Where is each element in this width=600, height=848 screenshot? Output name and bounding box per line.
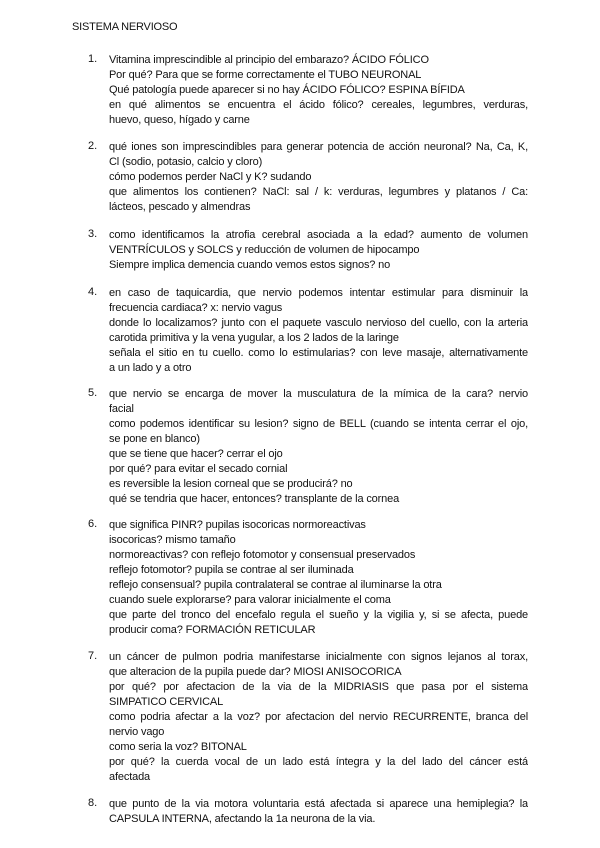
text-line: Vitamina imprescindible al principio del embarazo? ÁCIDO FÓLICO: [109, 54, 429, 66]
text-line: señala el sitio en tu cuello. como lo estimularias? con leve masaje, alternativamente: [109, 347, 528, 359]
text-line: que parte del tronco del encefalo regula el sueño y la vigilia y, si se afecta, puede: [109, 609, 528, 621]
text-line: producir coma? FORMACIÓN RETICULAR: [109, 624, 316, 636]
text-line: como seria la voz? BITONAL: [109, 741, 247, 753]
text-line: lácteos, pescado y almendras: [109, 201, 251, 213]
text-line: Cl (sodio, potasio, calcio y cloro): [109, 156, 263, 168]
text-line: cómo podemos perder NaCl y K? sudando: [109, 171, 312, 183]
text-line: que punto de la via motora voluntaria está afectada si aparece una hemiplegia? la: [109, 798, 528, 810]
text-line: nervio vago: [109, 726, 165, 738]
question-number: 5.: [88, 387, 98, 399]
text-line: es reversible la lesion corneal que se producirá? no: [109, 478, 353, 490]
document-title: SISTEMA NERVIOSO: [72, 21, 178, 33]
question-number: 7.: [88, 650, 98, 662]
text-line: a un lado y a otro: [109, 362, 192, 374]
question-number: 6.: [88, 518, 98, 530]
text-line: donde lo localizamos? junto con el paquete vasculo nervioso del cuello, con la arteria: [109, 317, 528, 329]
text-line: como identificamos la atrofia cerebral asociada a la edad? aumento de volumen: [109, 229, 528, 241]
text-line: afectada: [109, 771, 151, 783]
question-number: 3.: [88, 228, 98, 240]
text-line: huevo, queso, hígado y carne: [109, 114, 250, 126]
text-line: qué iones son imprescindibles para generar potencia de acción neuronal? Na, Ca, K,: [109, 141, 528, 153]
text-line: isocoricas? mismo tamaño: [109, 534, 236, 546]
text-line: se pone en blanco): [109, 433, 200, 445]
text-line: por qué? por afectacion de la via de la MIDRIASIS que pasa por el sistema: [109, 681, 528, 693]
text-line: qué se tendria que hacer, entonces? transplante de la cornea: [109, 493, 400, 505]
text-line: como podemos identificar su lesion? signo de BELL (cuando se intenta cerrar el ojo,: [109, 418, 528, 430]
text-line: por qué? la cuerda vocal de un lado está íntegra y la del lado del cáncer está: [109, 756, 528, 768]
text-line: VENTRÍCULOS y SOLCS y reducción de volumen de hipocampo: [109, 244, 420, 256]
text-line: que se tiene que hacer? cerrar el ojo: [109, 448, 283, 460]
text-line: que alteracion de la pupila puede dar? MIOSI ANISOCORICA: [109, 666, 402, 678]
text-line: Qué patología puede aparecer si no hay ÁCIDO FÓLICO? ESPINA BÍFIDA: [109, 84, 465, 96]
text-line: CAPSULA INTERNA, afectando la 1a neurona de la via.: [109, 813, 376, 825]
text-line: reflejo consensual? pupila contralateral se contrae al iluminarse la otra: [109, 579, 442, 591]
text-line: que alimentos los contienen? NaCl: sal / k: verduras, legumbres y platanos / Ca:: [109, 186, 528, 198]
text-line: normoreactivas? con reflejo fotomotor y consensual preservados: [109, 549, 416, 561]
text-line: como podria afectar a la voz? por afectacion del nervio RECURRENTE, branca del: [109, 711, 528, 723]
text-line: que nervio se encarga de mover la musculatura de la mímica de la cara? nervio: [109, 388, 528, 400]
text-line: frecuencia cardiaca? x: nervio vagus: [109, 302, 283, 314]
text-line: SIMPATICO CERVICAL: [109, 696, 224, 708]
question-number: 1.: [88, 53, 98, 65]
text-line: facial: [109, 403, 134, 415]
text-line: que significa PINR? pupilas isocoricas normoreactivas: [109, 519, 366, 531]
text-line: Por qué? Para que se forme correctamente el TUBO NEURONAL: [109, 69, 422, 81]
text-line: carotida primitiva y la vena yugular, a los 2 lados de la laringe: [109, 332, 399, 344]
text-line: un cáncer de pulmon podria manifestarse inicialmente con signos lejanos al torax,: [109, 651, 528, 663]
text-line: en caso de taquicardia, que nervio podemos intentar estimular para disminuir la: [109, 287, 528, 299]
text-line: por qué? para evitar el secado cornial: [109, 463, 288, 475]
text-line: en qué alimentos se encuentra el ácido fólico? cereales, legumbres, verduras,: [109, 99, 528, 111]
text-line: cuando suele explorarse? para valorar inicialmente el coma: [109, 594, 391, 606]
question-number: 2.: [88, 140, 98, 152]
question-number: 8.: [88, 797, 98, 809]
question-number: 4.: [88, 286, 98, 298]
text-line: reflejo fotomotor? pupila se contrae al ser iluminada: [109, 564, 354, 576]
text-line: Siempre implica demencia cuando vemos estos signos? no: [109, 259, 391, 271]
